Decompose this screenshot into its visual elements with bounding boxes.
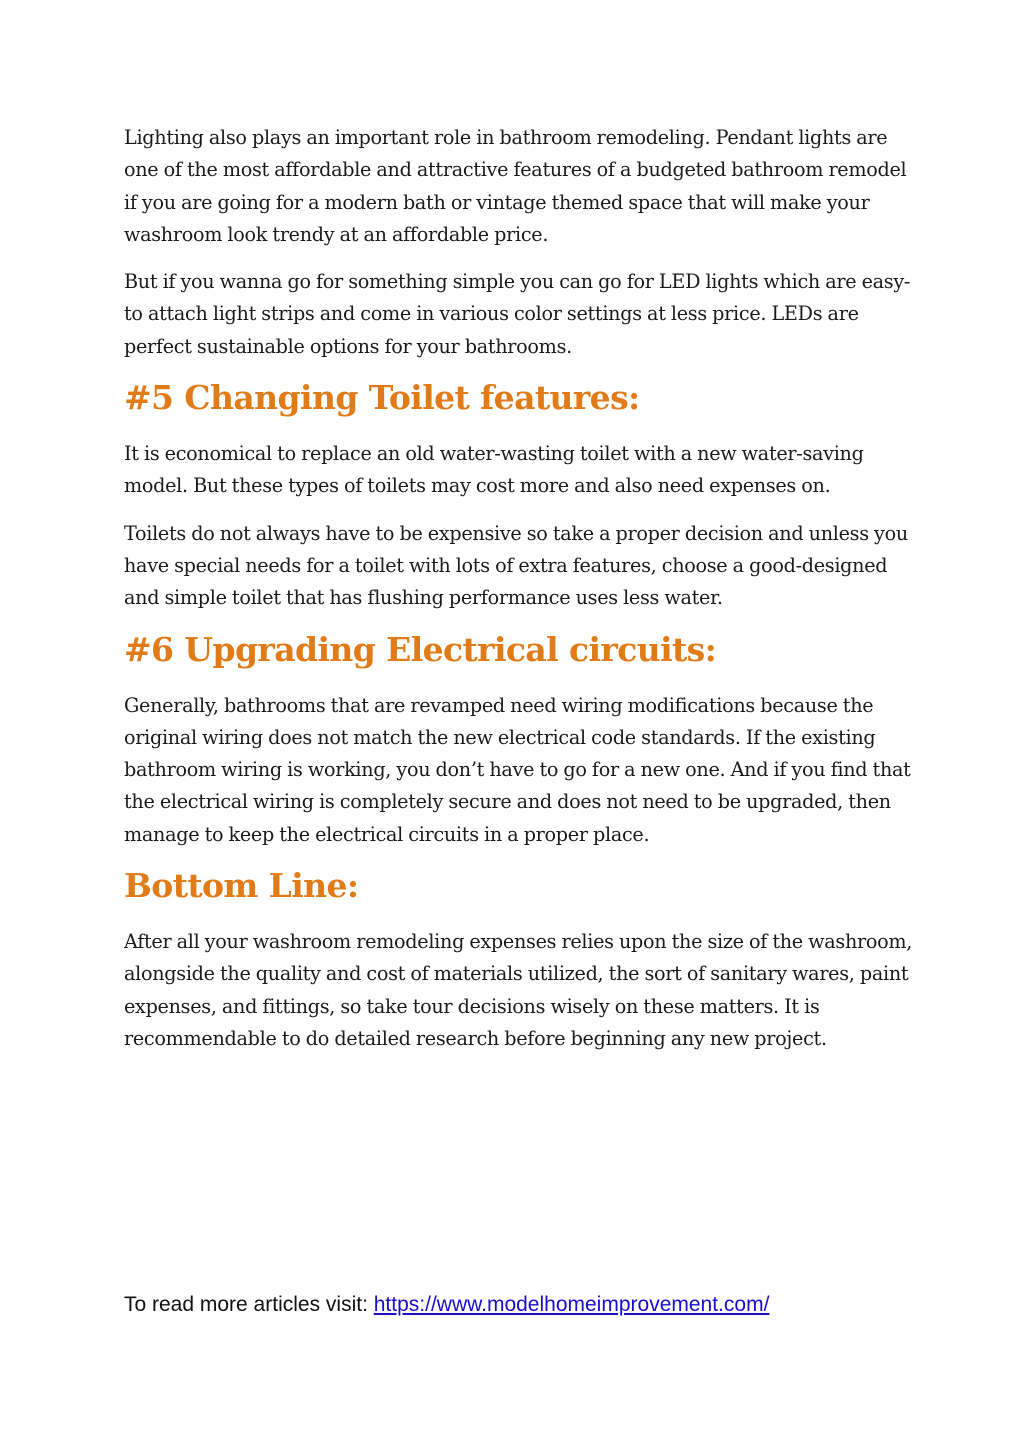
article-body	[124, 122, 914, 1070]
paragraph-toilet-2: Toilets do not always have to be expensive so take a proper decision and unless you have special needs for a toilet with lots of extra features, choose a good-designed and simple toilet that has flushing performance uses less water.	[124, 521, 908, 610]
heading-electrical-circuits: #6 Upgrading Electrical circuits:	[124, 629, 717, 669]
website-link[interactable]: https://www.modelhomeimprovement.com/	[373, 1293, 770, 1316]
footer-read-more	[124, 1291, 769, 1319]
footer-prefix: To read more articles visit:	[124, 1293, 374, 1316]
paragraph-electrical-1: Generally, bathrooms that are revamped need wiring modifications because the original wiring does not match the new electrical code standards. If the existing bathroom wiring is working, you don’t have to go for a new one. And if you find that the electrical wiring is completely secure and does not need to be upgraded, then manage to keep the electrical circuits in a proper place.	[124, 693, 911, 846]
heading-toilet-features: #5 Changing Toilet features:	[124, 378, 640, 418]
heading-bottom-line: Bottom Line:	[124, 866, 359, 906]
paragraph-bottom-line: After all your washroom remodeling expenses relies upon the size of the washroom, alongside the quality and cost of materials utilized, the sort of sanitary wares, paint expenses, and fittings, so take tour decisions wisely on these matters. It is recommendable to do detailed research before beginning any new project.	[124, 930, 913, 1050]
paragraph-lighting-1: Lighting also plays an important role in bathroom remodeling. Pendant lights are one of the most affordable and attractive features of a budgeted bathroom remodel if you are going for a modern bath or vintage themed space that will make your washroom look trendy at an affordable price.	[124, 126, 907, 246]
paragraph-toilet-1: It is economical to replace an old water-wasting toilet with a new water-saving model. But these types of toilets may cost more and also need expenses on.	[124, 442, 864, 498]
paragraph-lighting-2: But if you wanna go for something simple you can go for LED lights which are easy-to attach light strips and come in various color settings at less price. LEDs are perfect sustainable options for your bathrooms.	[124, 270, 911, 358]
